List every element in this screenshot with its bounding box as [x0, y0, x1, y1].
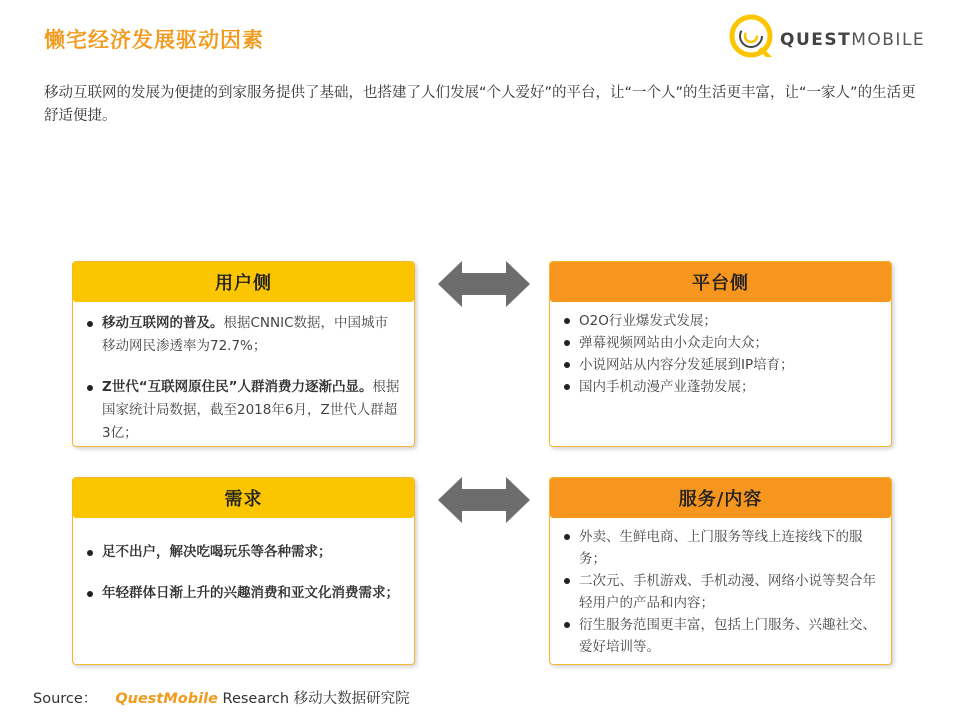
double-arrow-icon [438, 477, 530, 523]
user-side-title: 用户侧 [73, 262, 414, 302]
service-content-box [549, 477, 892, 665]
platform-side-list [562, 310, 877, 398]
logo-text-light: MOBILE [851, 30, 926, 50]
logo-text-bold: QUEST [780, 30, 852, 50]
list-item: 二次元、手机游戏、手机动漫、网络小说等契合年轻用户的产品和内容； [562, 570, 877, 614]
list-item: 衍生服务范围更丰富，包括上门服务、兴趣社交、爱好培训等。 [562, 614, 877, 658]
list-item: Z世代“互联网原住民”人群消费力逐渐凸显。根据国家统计局数据，截至2018年6月，Z世代人群超3亿； [85, 376, 400, 445]
intro-paragraph: 移动互联网的发展为便捷的到家服务提供了基础，也搭建了人们发展“个人爱好”的平台，让“一个人”的生活更丰富，让“一家人”的生活更舒适便捷。 [44, 85, 916, 124]
source-text: Research 移动大数据研究院 [217, 691, 410, 707]
list-item: 弹幕视频网站由小众走向大众； [562, 332, 877, 354]
list-item: 小说网站从内容分发延展到IP培育； [562, 354, 877, 376]
demand-list [85, 534, 400, 616]
list-item: O2O行业爆发式发展； [562, 310, 877, 332]
demand-title: 需求 [73, 478, 414, 518]
list-item: 足不出户，解决吃喝玩乐等各种需求； [85, 534, 400, 571]
double-arrow-icon [438, 261, 530, 307]
service-content-title: 服务/内容 [550, 478, 891, 518]
source-note [33, 687, 410, 708]
user-side-box [72, 261, 415, 447]
questmobile-logo-icon [728, 14, 776, 60]
list-item: 国内手机动漫产业蓬勃发展； [562, 376, 877, 398]
questmobile-logo [728, 14, 928, 60]
list-item: 移动互联网的普及。根据CNNIC数据，中国城市移动网民渗透率为72.7%； [85, 312, 400, 358]
platform-side-title: 平台侧 [550, 262, 891, 302]
source-brand: QuestMobile [115, 691, 218, 707]
demand-box [72, 477, 415, 665]
list-item: 年轻群体日渐上升的兴趣消费和亚文化消费需求； [85, 575, 400, 612]
platform-side-box [549, 261, 892, 447]
list-item: 外卖、生鲜电商、上门服务等线上连接线下的服务； [562, 526, 877, 570]
source-label: Source： [33, 691, 98, 707]
logo-text [780, 30, 925, 50]
user-side-list [85, 312, 400, 463]
service-content-list [562, 526, 877, 658]
page-title: 懒宅经济发展驱动因素 [44, 28, 264, 52]
